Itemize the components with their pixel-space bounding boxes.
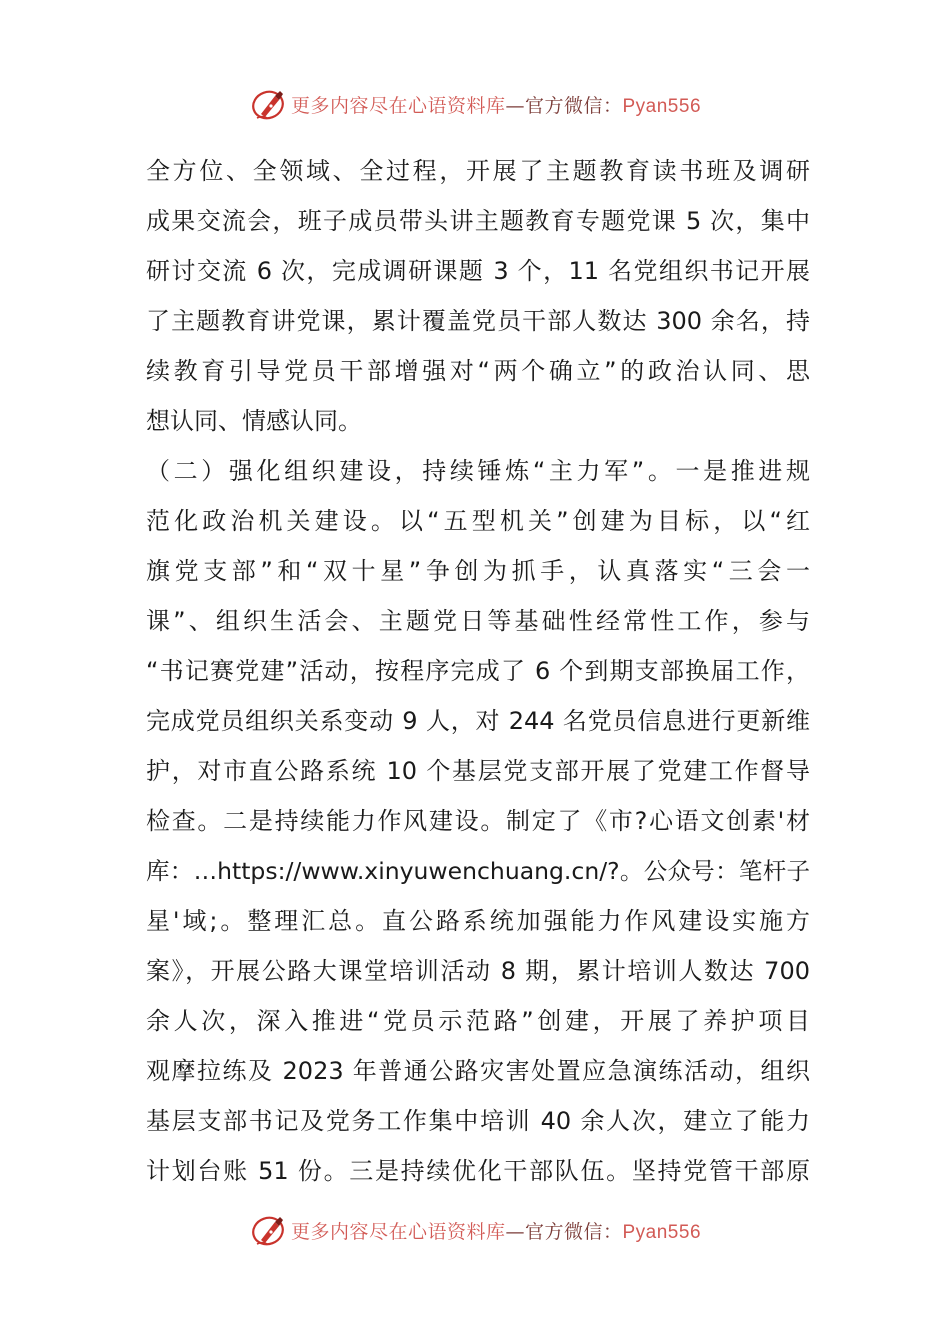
body-line: 课”、组织生活会、主题党日等基础性经常性工作，参与 <box>146 607 810 635</box>
body-line: 了主题教育讲党课，累计覆盖党员干部人数达 300 余名，持 <box>146 307 810 335</box>
body-line: 库：…https://www.xinyuwenchuang.cn/?。公众号：笔杆子 <box>146 857 810 885</box>
footer-banner-main: 更多内容尽在心语资料库 <box>290 1220 506 1243</box>
body-line: 余人次，深入推进“党员示范路”创建，开展了养护项目 <box>146 1007 810 1035</box>
body-line: 基层支部书记及党务工作集中培训 40 余人次，建立了能力 <box>146 1107 810 1135</box>
body-line: 计划台账 51 份。三是持续优化干部队伍。坚持党管干部原 <box>146 1157 810 1185</box>
header-banner <box>0 82 950 126</box>
body-line: “书记赛党建”活动，按程序完成了 6 个到期支部换届工作， <box>146 657 810 685</box>
header-banner-main: 更多内容尽在心语资料库 <box>290 94 506 117</box>
body-line: 范化政治机关建设。以“五型机关”创建为目标，以“红 <box>146 507 810 535</box>
footer-banner-wechat-id: Pyan556 <box>622 1221 702 1243</box>
body-line: 旗党支部”和“双十星”争创为抓手，认真落实“三会一 <box>146 557 810 585</box>
body-line: 想认同、情感认同。 <box>146 407 362 435</box>
body-line: 星'域;。整理汇总。直公路系统加强能力作风建设实施方 <box>146 907 810 935</box>
body-line: 研讨交流 6 次，完成调研课题 3 个，11 名党组织书记开展 <box>146 257 810 285</box>
body-line: 观摩拉练及 2023 年普通公路灾害处置应急演练活动，组织 <box>146 1057 810 1085</box>
document-body <box>146 146 810 1196</box>
pen-nib-logo-icon <box>249 84 289 124</box>
header-banner-official: —官方微信： <box>505 94 623 117</box>
body-line: 护，对市直公路系统 10 个基层党支部开展了党建工作督导 <box>146 757 810 785</box>
pen-nib-logo-icon <box>249 1210 289 1250</box>
footer-banner-text <box>291 1217 701 1244</box>
header-banner-wechat-id: Pyan556 <box>622 95 702 117</box>
body-line: 全方位、全领域、全过程，开展了主题教育读书班及调研 <box>146 157 810 185</box>
header-banner-text <box>291 91 701 118</box>
body-line: 完成党员组织关系变动 9 人，对 244 名党员信息进行更新维 <box>146 707 810 735</box>
body-line: （二）强化组织建设，持续锤炼“主力军”。一是推进规 <box>146 457 810 485</box>
footer-banner <box>0 1208 950 1252</box>
body-line: 成果交流会，班子成员带头讲主题教育专题党课 5 次，集中 <box>146 207 810 235</box>
body-line: 案》，开展公路大课堂培训活动 8 期，累计培训人数达 700 <box>146 957 810 985</box>
body-line: 续教育引导党员干部增强对“两个确立”的政治认同、思 <box>146 357 810 385</box>
body-line: 检查。二是持续能力作风建设。制定了《市?心语文创素'材 <box>146 807 810 835</box>
footer-banner-official: —官方微信： <box>505 1220 623 1243</box>
